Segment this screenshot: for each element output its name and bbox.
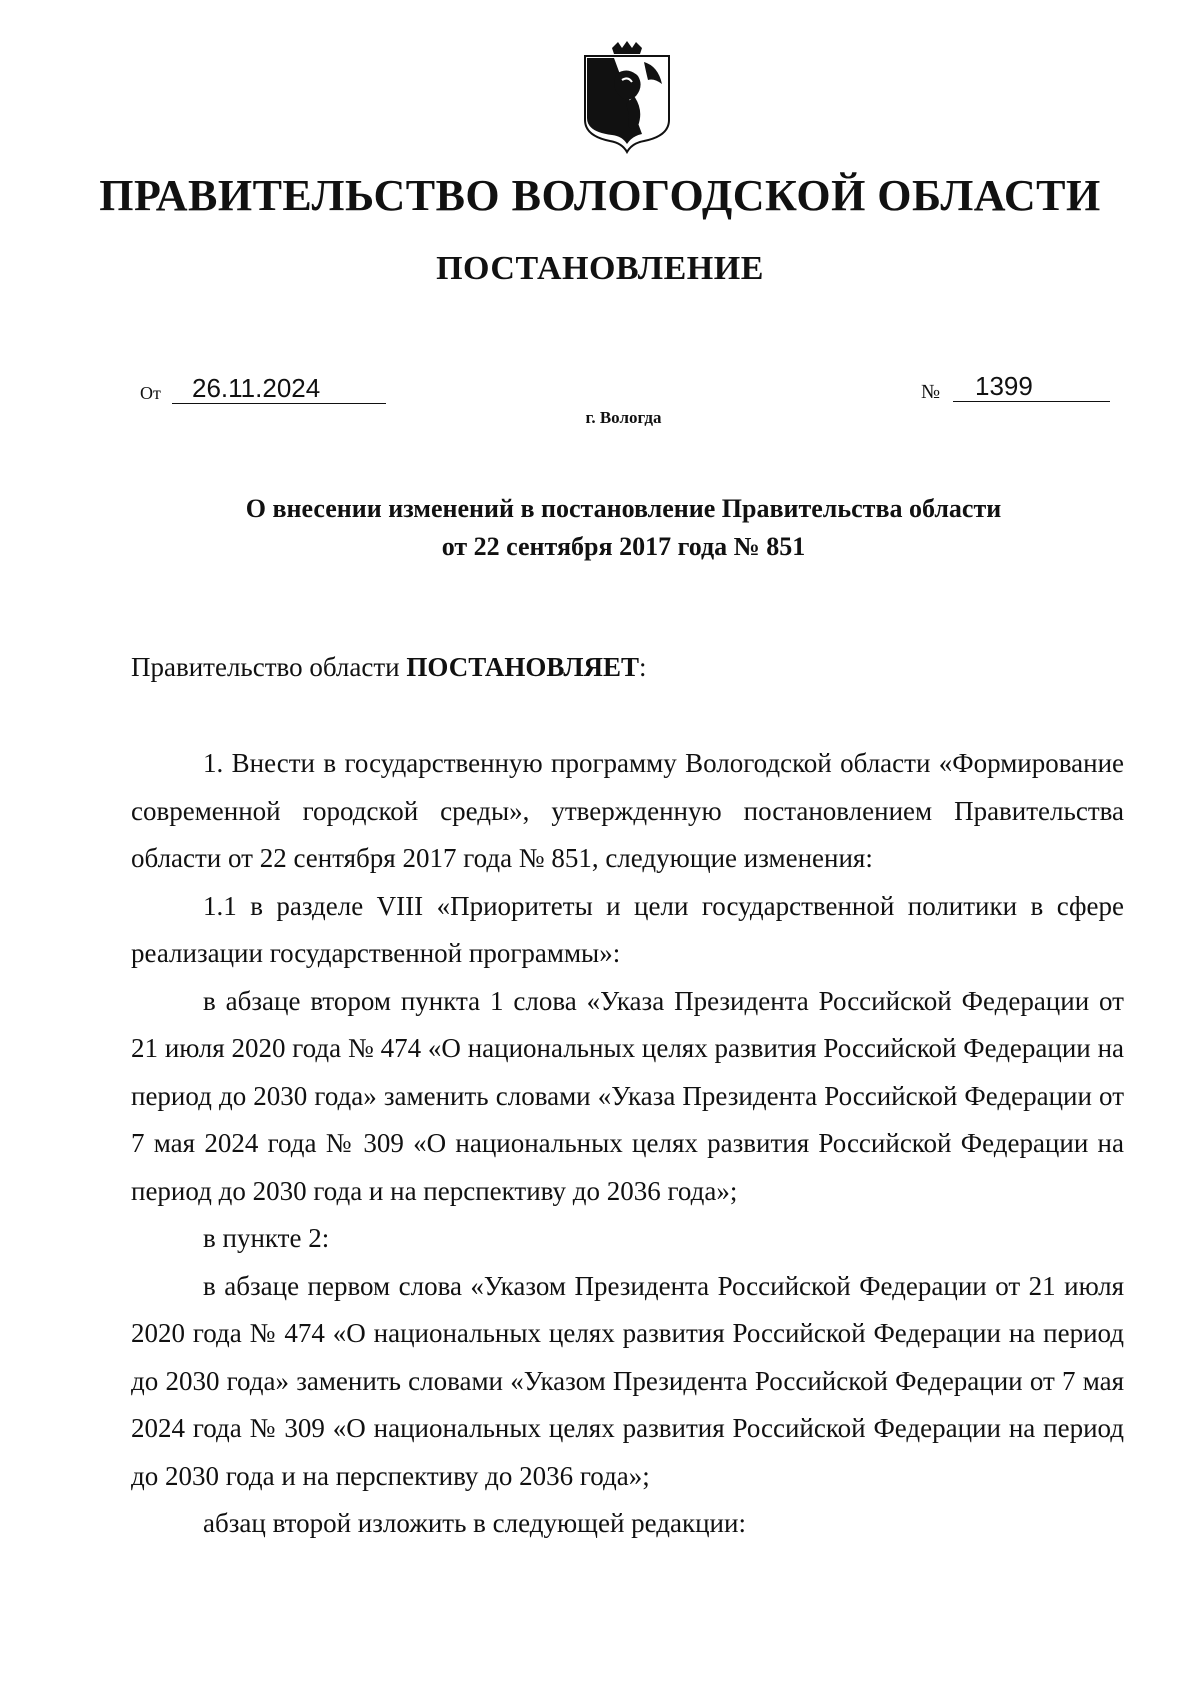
paragraph: абзац второй изложить в следующей редакции: — [203, 1508, 746, 1538]
city: г. Вологда — [585, 408, 662, 427]
preamble-colon: : — [638, 652, 647, 682]
paragraph: в абзаце первом слова «Указом Президента Российской Федерации от 21 июля 2020 года № 474 «О национальных целях развития Российской Федерации на период до 2030 года» заменить словами «Указом Президента Российской Федерации от 7 мая 2024 года № 309 «О национальных целях развития Российской Федерации на период до 2030 года и на перспективу до 2036 года»; — [131, 1270, 1124, 1491]
government-name: ПРАВИТЕЛЬСТВО ВОЛОГОДСКОЙ ОБЛАСТИ — [99, 171, 1101, 220]
coat-of-arms-icon — [582, 40, 672, 154]
document-type: ПОСТАНОВЛЕНИЕ — [436, 250, 764, 287]
paragraph: 1.1 в разделе VIII «Приоритеты и цели государственной политики в сфере реализации государственной программы»: — [131, 890, 1124, 968]
document-subject — [0, 490, 1200, 566]
paragraph: 1. Внести в государственную программу Вологодской области «Формирование современной городской среды», утвержденную постановлением Правительства области от 22 сентября 2017 года № 851, следующие изменения: — [131, 748, 1124, 873]
number-label: № — [921, 381, 941, 403]
document-number: 1399 — [953, 371, 1110, 402]
subject-line-2: от 22 сентября 2017 года № 851 — [441, 532, 806, 561]
paragraph: в пункте 2: — [203, 1223, 330, 1253]
document-body — [131, 740, 1124, 1548]
preamble-text: Правительство области — [131, 652, 407, 682]
preamble-decree-word: ПОСТАНОВЛЯЕТ — [406, 652, 639, 682]
subject-line-1: О внесении изменений в постановление Правительства области — [245, 494, 1002, 523]
preamble — [131, 652, 647, 683]
paragraph: в абзаце втором пункта 1 слова «Указа Президента Российской Федерации от 21 июля 2020 года № 474 «О национальных целях развития Российской Федерации на период до 2030 года» заменить словами «Указа Президента Российской Федерации от 7 мая 2024 года № 309 «О национальных целях развития Российской Федерации на период до 2030 года и на перспективу до 2036 года»; — [131, 985, 1124, 1206]
date-label: От — [140, 383, 161, 403]
document-date: 26.11.2024 — [172, 373, 386, 404]
